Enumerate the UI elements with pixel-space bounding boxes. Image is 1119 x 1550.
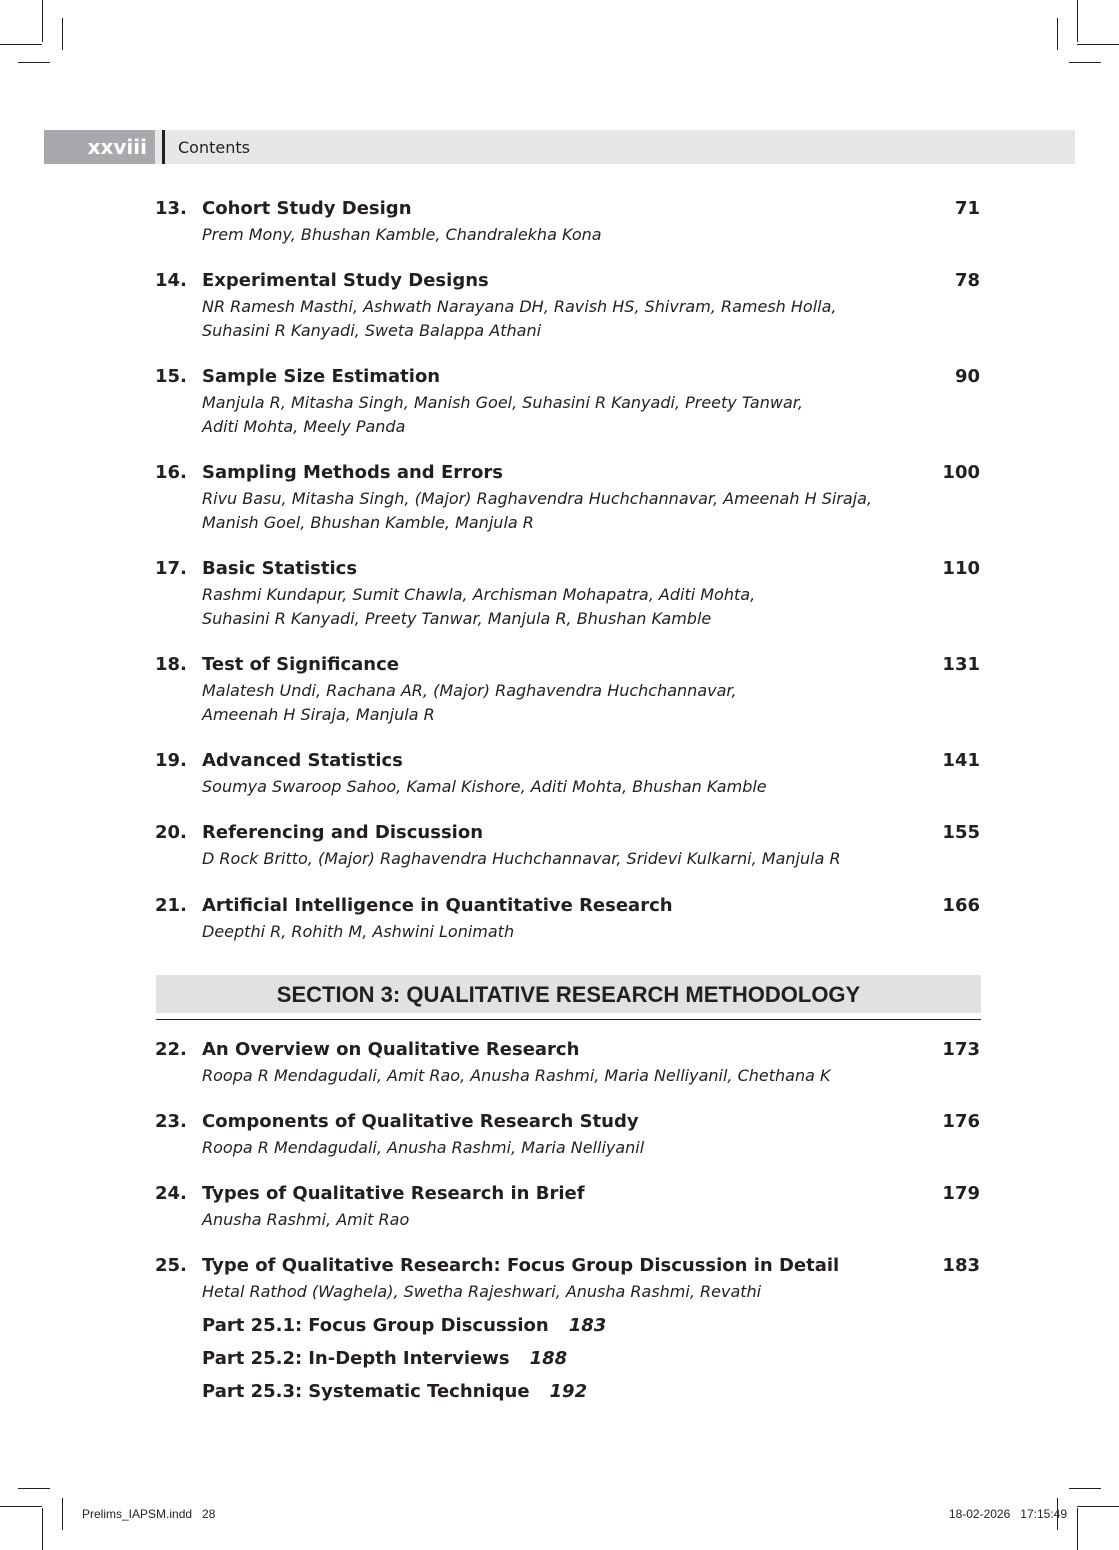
chapter-page: 100 [942,462,980,483]
chapter-title: Type of Qualitative Research: Focus Group Discussion in Detail [202,1255,840,1276]
chapter-page: 141 [942,750,980,771]
chapter-title: Types of Qualitative Research in Brief [202,1183,585,1204]
crop-mark [1077,44,1119,45]
author-line: NR Ramesh Masthi, Ashwath Narayana DH, Ravish HS, Shivram, Ramesh Holla, [202,297,837,316]
section-title: SECTION 3: QUALITATIVE RESEARCH METHODOLOGY [276,982,861,1007]
chapter-number: 24. [155,1183,187,1204]
chapter-authors [202,1208,922,1232]
crop-mark [1069,62,1101,63]
part-page: 188 [529,1348,568,1369]
chapter-authors [202,1280,922,1304]
author-line: Rashmi Kundapur, Sumit Chawla, Archisman Mohapatra, Aditi Mohta, [202,585,756,604]
header-divider [162,130,165,164]
chapter-title: Cohort Study Design [202,198,412,219]
chapter-authors [202,847,922,871]
page-number: xxviii [44,130,155,164]
chapter-title: Test of Significance [202,654,399,675]
crop-mark [18,62,50,63]
running-header [44,130,1075,164]
chapter-page: 110 [942,558,980,579]
chapter-authors [202,775,922,799]
author-line: Suhasini R Kanyadi, Sweta Balappa Athani [202,321,542,340]
chapter-title: Advanced Statistics [202,750,403,771]
part-title: Focus Group Discussion [308,1315,549,1336]
author-line: Ameenah H Siraja, Manjula R [202,705,435,724]
crop-mark [1077,1506,1119,1507]
author-line: D Rock Britto, (Major) Raghavendra Huchchannavar, Sridevi Kulkarni, Manjula R [202,849,841,868]
chapter-number: 13. [155,198,187,219]
file-slug: Prelims_IAPSM.indd 28 [82,1507,216,1521]
chapter-title: Sample Size Estimation [202,366,441,387]
chapter-number: 23. [155,1111,187,1132]
chapter-authors [202,391,922,439]
timestamp-slug: 18-02-2026 17:15:49 [948,1507,1067,1521]
author-line: Hetal Rathod (Waghela), Swetha Rajeshwari, Anusha Rashmi, Revathi [202,1282,762,1301]
chapter-number: 16. [155,462,187,483]
crop-mark [42,0,43,42]
crop-mark [42,1508,43,1550]
toc-subentry [202,1315,606,1337]
part-label: Part 25.3: [202,1381,303,1402]
chapter-number: 19. [155,750,187,771]
chapter-title: Experimental Study Designs [202,270,489,291]
chapter-page: 166 [942,895,980,916]
chapter-title: Sampling Methods and Errors [202,462,503,483]
chapter-authors [202,679,922,727]
chapter-page: 176 [942,1111,980,1132]
chapter-authors [202,583,922,631]
crop-mark [1069,1488,1101,1489]
chapter-page: 179 [942,1183,980,1204]
running-head: Contents [178,138,250,157]
crop-mark [0,44,42,45]
crop-mark [1057,18,1058,50]
section-heading [156,975,981,1013]
chapter-authors [202,223,922,247]
author-line: Roopa R Mendagudali, Amit Rao, Anusha Rashmi, Maria Nelliyanil, Chethana K [202,1066,831,1085]
chapter-number: 14. [155,270,187,291]
author-line: Manjula R, Mitasha Singh, Manish Goel, Suhasini R Kanyadi, Preety Tanwar, [202,393,803,412]
chapter-page: 183 [942,1255,980,1276]
toc-subentry [202,1381,587,1403]
chapter-number: 21. [155,895,187,916]
chapter-page: 131 [942,654,980,675]
author-line: Aditi Mohta, Meely Panda [202,417,406,436]
part-title: Systematic Technique [308,1381,530,1402]
chapter-page: 71 [954,198,980,219]
part-label: Part 25.2: [202,1348,303,1369]
author-line: Prem Mony, Bhushan Kamble, Chandralekha Kona [202,225,602,244]
crop-mark [1077,1508,1078,1550]
part-page: 183 [568,1315,607,1336]
crop-mark [62,18,63,50]
chapter-number: 15. [155,366,187,387]
chapter-title: Components of Qualitative Research Study [202,1111,639,1132]
author-line: Roopa R Mendagudali, Anusha Rashmi, Maria Nelliyanil [202,1138,645,1157]
part-label: Part 25.1: [202,1315,303,1336]
crop-mark [0,1506,42,1507]
author-line: Deepthi R, Rohith M, Ashwini Lonimath [202,922,515,941]
author-line: Soumya Swaroop Sahoo, Kamal Kishore, Aditi Mohta, Bhushan Kamble [202,777,767,796]
chapter-number: 22. [155,1039,187,1060]
chapter-number: 17. [155,558,187,579]
chapter-page: 90 [954,366,980,387]
crop-mark [1077,0,1078,42]
toc-subentry [202,1348,567,1370]
chapter-title: Artificial Intelligence in Quantitative Research [202,895,673,916]
part-page: 192 [549,1381,588,1402]
author-line: Rivu Basu, Mitasha Singh, (Major) Raghavendra Huchchannavar, Ameenah H Siraja, [202,489,873,508]
chapter-title: Basic Statistics [202,558,358,579]
part-title: In-Depth Interviews [308,1348,510,1369]
chapter-authors [202,1136,922,1160]
chapter-number: 20. [155,822,187,843]
crop-mark [62,1498,63,1530]
crop-mark [18,1488,50,1489]
chapter-page: 78 [954,270,980,291]
chapter-authors [202,920,922,944]
author-line: Anusha Rashmi, Amit Rao [202,1210,410,1229]
chapter-authors [202,295,922,343]
author-line: Suhasini R Kanyadi, Preety Tanwar, Manjula R, Bhushan Kamble [202,609,712,628]
chapter-title: An Overview on Qualitative Research [202,1039,580,1060]
chapter-authors [202,487,922,535]
chapter-title: Referencing and Discussion [202,822,484,843]
chapter-authors [202,1064,922,1088]
section-rule [156,1019,981,1020]
chapter-number: 25. [155,1255,187,1276]
chapter-page: 155 [942,822,980,843]
chapter-number: 18. [155,654,187,675]
author-line: Manish Goel, Bhushan Kamble, Manjula R [202,513,534,532]
author-line: Malatesh Undi, Rachana AR, (Major) Raghavendra Huchchannavar, [202,681,737,700]
chapter-page: 173 [942,1039,980,1060]
